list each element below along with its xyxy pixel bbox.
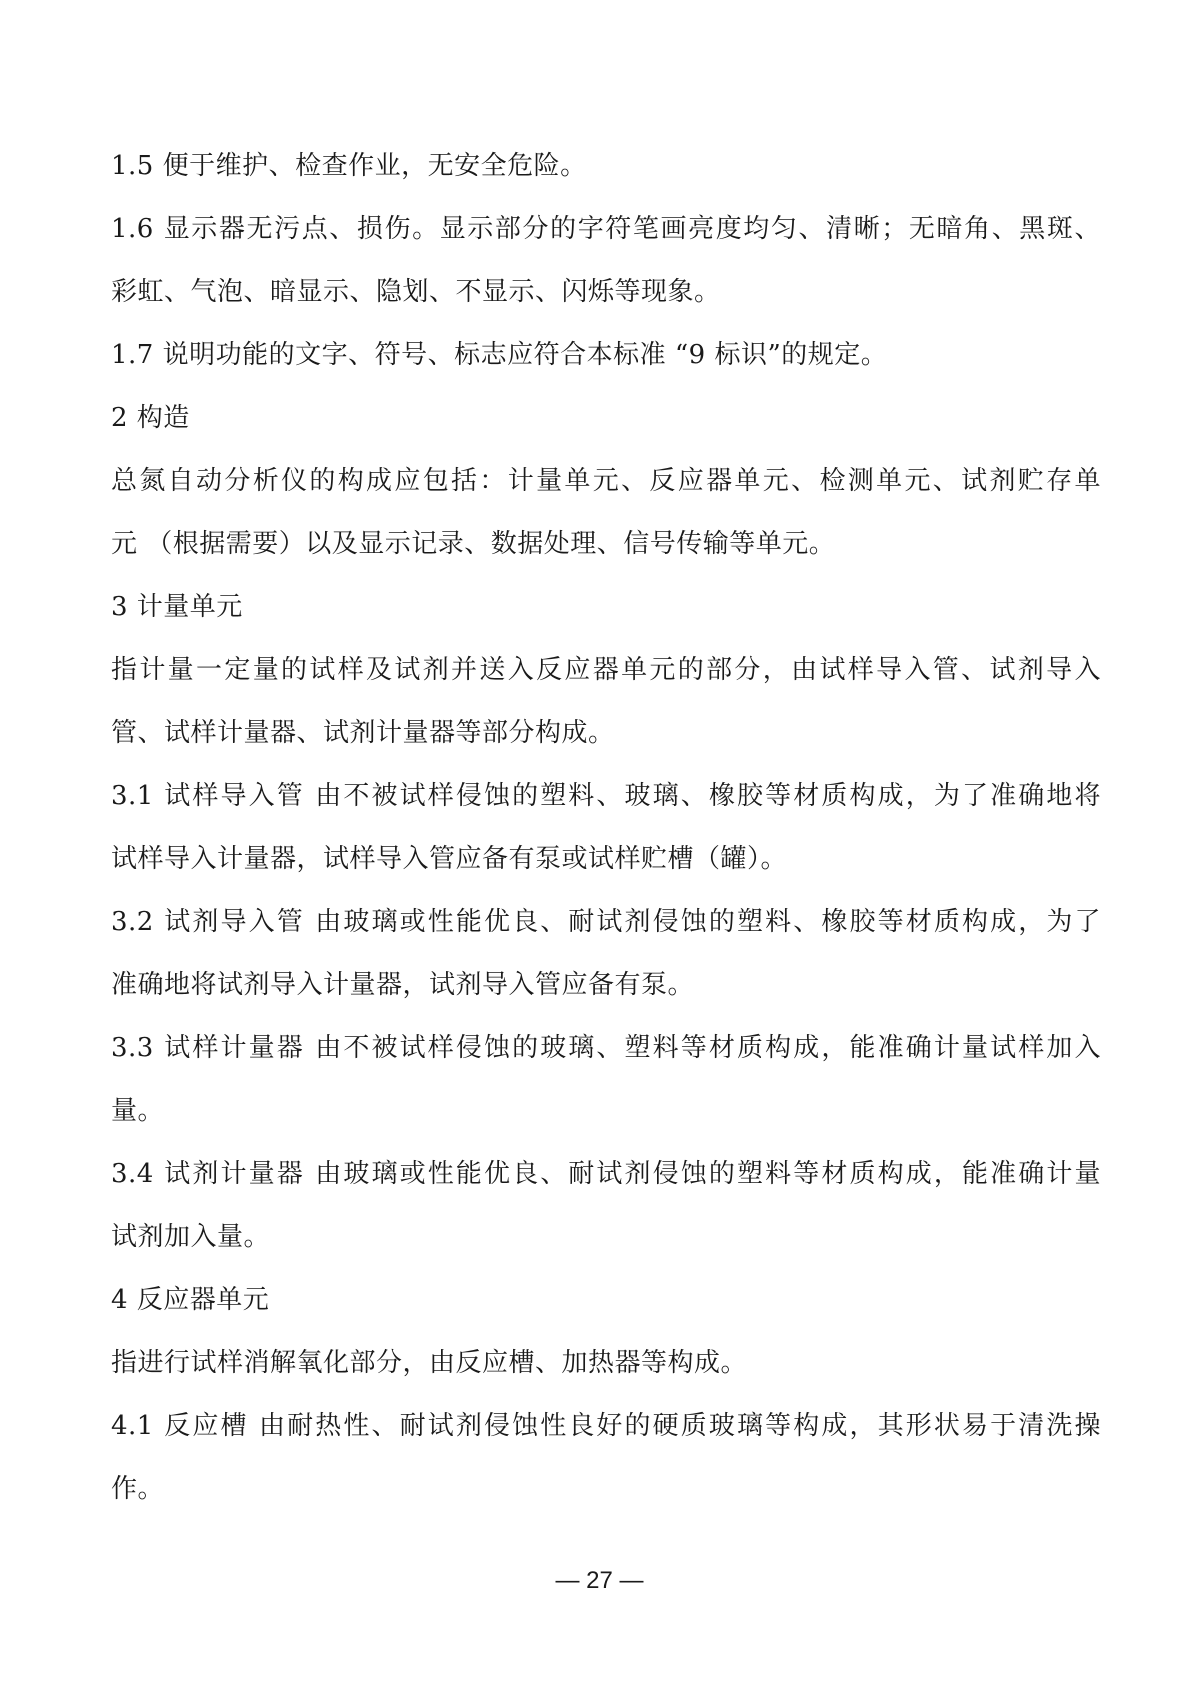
text-line: 管、试样计量器、试剂计量器等部分构成。 bbox=[111, 718, 615, 748]
text-line: 3.3 试样计量器 由不被试样侵蚀的玻璃、塑料等材质构成，能准确计量试样加入 bbox=[111, 1033, 1101, 1063]
page-number: — 27 — bbox=[555, 1567, 644, 1594]
text-line: 试样导入计量器，试样导入管应备有泵或试样贮槽（罐）。 bbox=[111, 844, 788, 874]
text-line: 彩虹、气泡、暗显示、隐划、不显示、闪烁等现象。 bbox=[111, 277, 721, 307]
text-line: 1.5 便于维护、检查作业，无安全危险。 bbox=[111, 151, 587, 181]
text-line: 4.1 反应槽 由耐热性、耐试剂侵蚀性良好的硬质玻璃等构成，其形状易于清洗操 bbox=[111, 1411, 1101, 1441]
text-line: 1.6 显示器无污点、损伤。显示部分的字符笔画亮度均匀、清晰；无暗角、黑斑、 bbox=[111, 214, 1101, 244]
text-line: 作。 bbox=[111, 1474, 165, 1504]
text-line: 3.2 试剂导入管 由玻璃或性能优良、耐试剂侵蚀的塑料、橡胶等材质构成，为了 bbox=[111, 907, 1101, 937]
section-heading: 3 计量单元 bbox=[111, 592, 243, 622]
text-line: 试剂加入量。 bbox=[111, 1222, 271, 1252]
section-heading: 2 构造 bbox=[111, 403, 190, 433]
text-line: 3.1 试样导入管 由不被试样侵蚀的塑料、玻璃、橡胶等材质构成，为了准确地将 bbox=[111, 781, 1101, 811]
text-line: 总氮自动分析仪的构成应包括：计量单元、反应器单元、检测单元、试剂贮存单 bbox=[111, 466, 1101, 496]
text-line: 元 （根据需要）以及显示记录、数据处理、信号传输等单元。 bbox=[111, 529, 836, 559]
text-line: 3.4 试剂计量器 由玻璃或性能优良、耐试剂侵蚀的塑料等材质构成，能准确计量 bbox=[111, 1159, 1101, 1189]
section-heading: 4 反应器单元 bbox=[111, 1285, 270, 1315]
text-line: 量。 bbox=[111, 1096, 165, 1126]
text-line: 1.7 说明功能的文字、符号、标志应符合本标准 “9 标识”的规定。 bbox=[111, 340, 888, 370]
text-line: 指计量一定量的试样及试剂并送入反应器单元的部分，由试样导入管、试剂导入 bbox=[111, 655, 1101, 685]
body-text bbox=[111, 150, 1101, 1536]
text-line: 准确地将试剂导入计量器，试剂导入管应备有泵。 bbox=[111, 970, 695, 1000]
text-line: 指进行试样消解氧化部分，由反应槽、加热器等构成。 bbox=[111, 1348, 748, 1378]
